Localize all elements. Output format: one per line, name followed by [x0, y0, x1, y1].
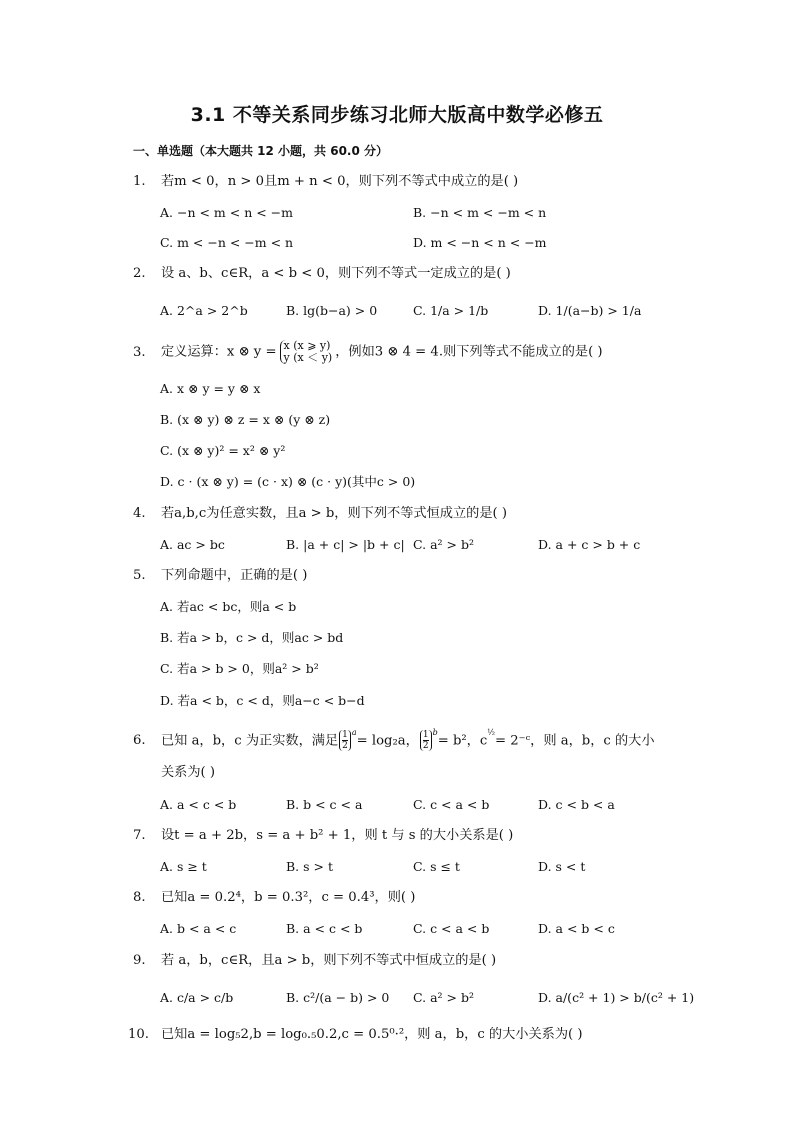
q7-option-d: D. s < t	[538, 859, 586, 874]
question-stem-suffix: ，例如3 ⊗ 4 = 4.则下列等式不能成立的是( )	[335, 344, 603, 360]
q3-option-d: D. c · (x ⊗ y) = (c · x) ⊗ (c · y)(其中c > 0)	[160, 474, 416, 489]
question-number: 10.	[128, 1027, 149, 1042]
q5-option-d: D. 若a < b，c < d，则a−c < b−d	[160, 693, 365, 708]
question-number: 8.	[133, 890, 146, 905]
q2-option-a: A. 2^a > 2^b	[160, 303, 248, 318]
q2-option-b: B. lg(b−a) > 0	[286, 303, 378, 318]
question-number: 4.	[133, 506, 146, 521]
question-stem: 已知a = log₅2,b = log₀.₅0.2,c = 0.5⁰·²，则 a，b，c 的大小关系为( )	[161, 1027, 583, 1042]
question-7	[133, 828, 513, 844]
q1-option-b: B. −n < m < −m < n	[413, 205, 547, 220]
question-number: 3.	[133, 344, 146, 360]
q3-option-b: B. (x ⊗ y) ⊗ z = x ⊗ (y ⊗ z)	[160, 412, 331, 427]
question-stem: 设 a、b、c∈R，a < b < 0，则下列不等式一定成立的是( )	[161, 266, 511, 281]
question-stem-b: = log₂a，	[356, 733, 419, 749]
q6-option-b: B. b < c < a	[286, 797, 363, 812]
q3-option-a: A. x ⊗ y = y ⊗ x	[160, 381, 261, 396]
fraction-half-a	[339, 730, 351, 751]
question-stem: 若a,b,c为任意实数，且a > b，则下列不等式恒成立的是( )	[161, 506, 508, 521]
q5-option-a: A. 若ac < bc，则a < b	[160, 599, 297, 614]
question-stem-c: = b²，c	[437, 733, 488, 749]
question-stem: 若 a，b，c∈R，且a > b，则下列不等式中恒成立的是( )	[161, 953, 497, 968]
q4-option-d: D. a + c > b + c	[538, 537, 641, 552]
question-stem: 设t = a + 2b，s = a + b² + 1，则 t 与 s 的大小关系是( )	[161, 828, 514, 843]
q6-option-d: D. c < b < a	[538, 797, 615, 812]
q9-option-d: D. a/(c² + 1) > b/(c² + 1)	[538, 990, 695, 1005]
q1-option-a: A. −n < m < n < −m	[160, 205, 293, 220]
q4-option-a: A. ac > bc	[160, 537, 225, 552]
q8-option-c: C. c < a < b	[413, 921, 490, 936]
fraction-denominator: 2	[342, 741, 348, 752]
q6-option-a: A. a < c < b	[160, 797, 237, 812]
q9-option-c: C. a² > b²	[413, 990, 474, 1005]
q1-option-d: D. m < −n < n < −m	[413, 235, 547, 250]
question-number: 7.	[133, 828, 146, 843]
question-6-line2: 关系为( )	[161, 765, 216, 780]
question-8	[133, 890, 415, 906]
section-heading: 一、单选题（本大题共 12 小题，共 60.0 分）	[133, 144, 389, 158]
q8-option-a: A. b < a < c	[160, 921, 237, 936]
q5-option-c: C. 若a > b > 0，则a² > b²	[160, 661, 319, 676]
question-10	[128, 1027, 583, 1043]
question-9	[133, 953, 496, 969]
question-stem: 若m < 0，n > 0且m + n < 0，则下列不等式中成立的是( )	[161, 174, 519, 189]
q2-option-c: C. 1/a > 1/b	[413, 303, 489, 318]
q7-option-b: B. s > t	[286, 859, 333, 874]
document-title: 3.1 不等关系同步练习北师大版高中数学必修五	[190, 104, 604, 126]
q7-option-c: C. s ≤ t	[413, 859, 460, 874]
question-stem-a: 已知 a，b，c 为正实数，满足	[161, 733, 339, 749]
q5-option-b: B. 若a > b，c > d，则ac > bd	[160, 630, 344, 645]
question-number: 1.	[133, 174, 146, 189]
question-5	[133, 568, 307, 584]
q8-option-d: D. a < b < c	[538, 921, 615, 936]
piecewise-brace	[280, 340, 333, 364]
question-stem: 下列命题中，正确的是( )	[161, 568, 308, 583]
q6-option-c: C. c < a < b	[413, 797, 490, 812]
question-number: 9.	[133, 953, 146, 968]
q1-option-c: C. m < −n < −m < n	[160, 235, 294, 250]
q3-option-c: C. (x ⊗ y)² = x² ⊗ y²	[160, 443, 286, 458]
question-6: 6. 已知 a，b，c 为正实数，满足 $\frac{1}{2}$ $^a$= log₂a， $\frac{1}{2}$ $^b$= b²，$c^{\frac{1}{2}}=$ 2⁻ᶜ，则 a，b，c 的大小	[133, 728, 655, 752]
question-2	[133, 266, 511, 282]
question-3	[133, 340, 603, 364]
question-number: 6.	[133, 733, 146, 749]
question-number: 5.	[133, 568, 146, 583]
fraction-half-b	[420, 730, 432, 751]
q4-option-c: C. a² > b²	[413, 537, 474, 552]
question-number: 2.	[133, 266, 146, 281]
fraction-denominator: 2	[422, 741, 429, 752]
q7-option-a: A. s ≥ t	[160, 859, 207, 874]
question-4	[133, 506, 507, 522]
piecewise-bottom: y (x ＜ y)	[283, 351, 333, 364]
question-stem: 已知a = 0.2⁴，b = 0.3²，c = 0.4³，则( )	[161, 890, 416, 905]
question-stem-prefix: 定义运算：x ⊗ y =	[161, 344, 277, 360]
q9-option-a: A. c/a > c/b	[160, 990, 234, 1005]
fraction-numerator: 1	[342, 730, 348, 741]
q4-option-b: B. |a + c| > |b + c|	[286, 537, 405, 552]
piecewise-top: x (x ⩾ y)	[283, 339, 331, 352]
q8-option-b: B. a < c < b	[286, 921, 363, 936]
q9-option-b: B. c²/(a − b) > 0	[286, 990, 390, 1005]
q2-option-d: D. 1/(a−b) > 1/a	[538, 303, 642, 318]
question-1	[133, 174, 518, 190]
fraction-numerator: 1	[422, 730, 429, 741]
question-stem-d: = 2⁻ᶜ，则 a，b，c 的大小	[495, 733, 655, 749]
